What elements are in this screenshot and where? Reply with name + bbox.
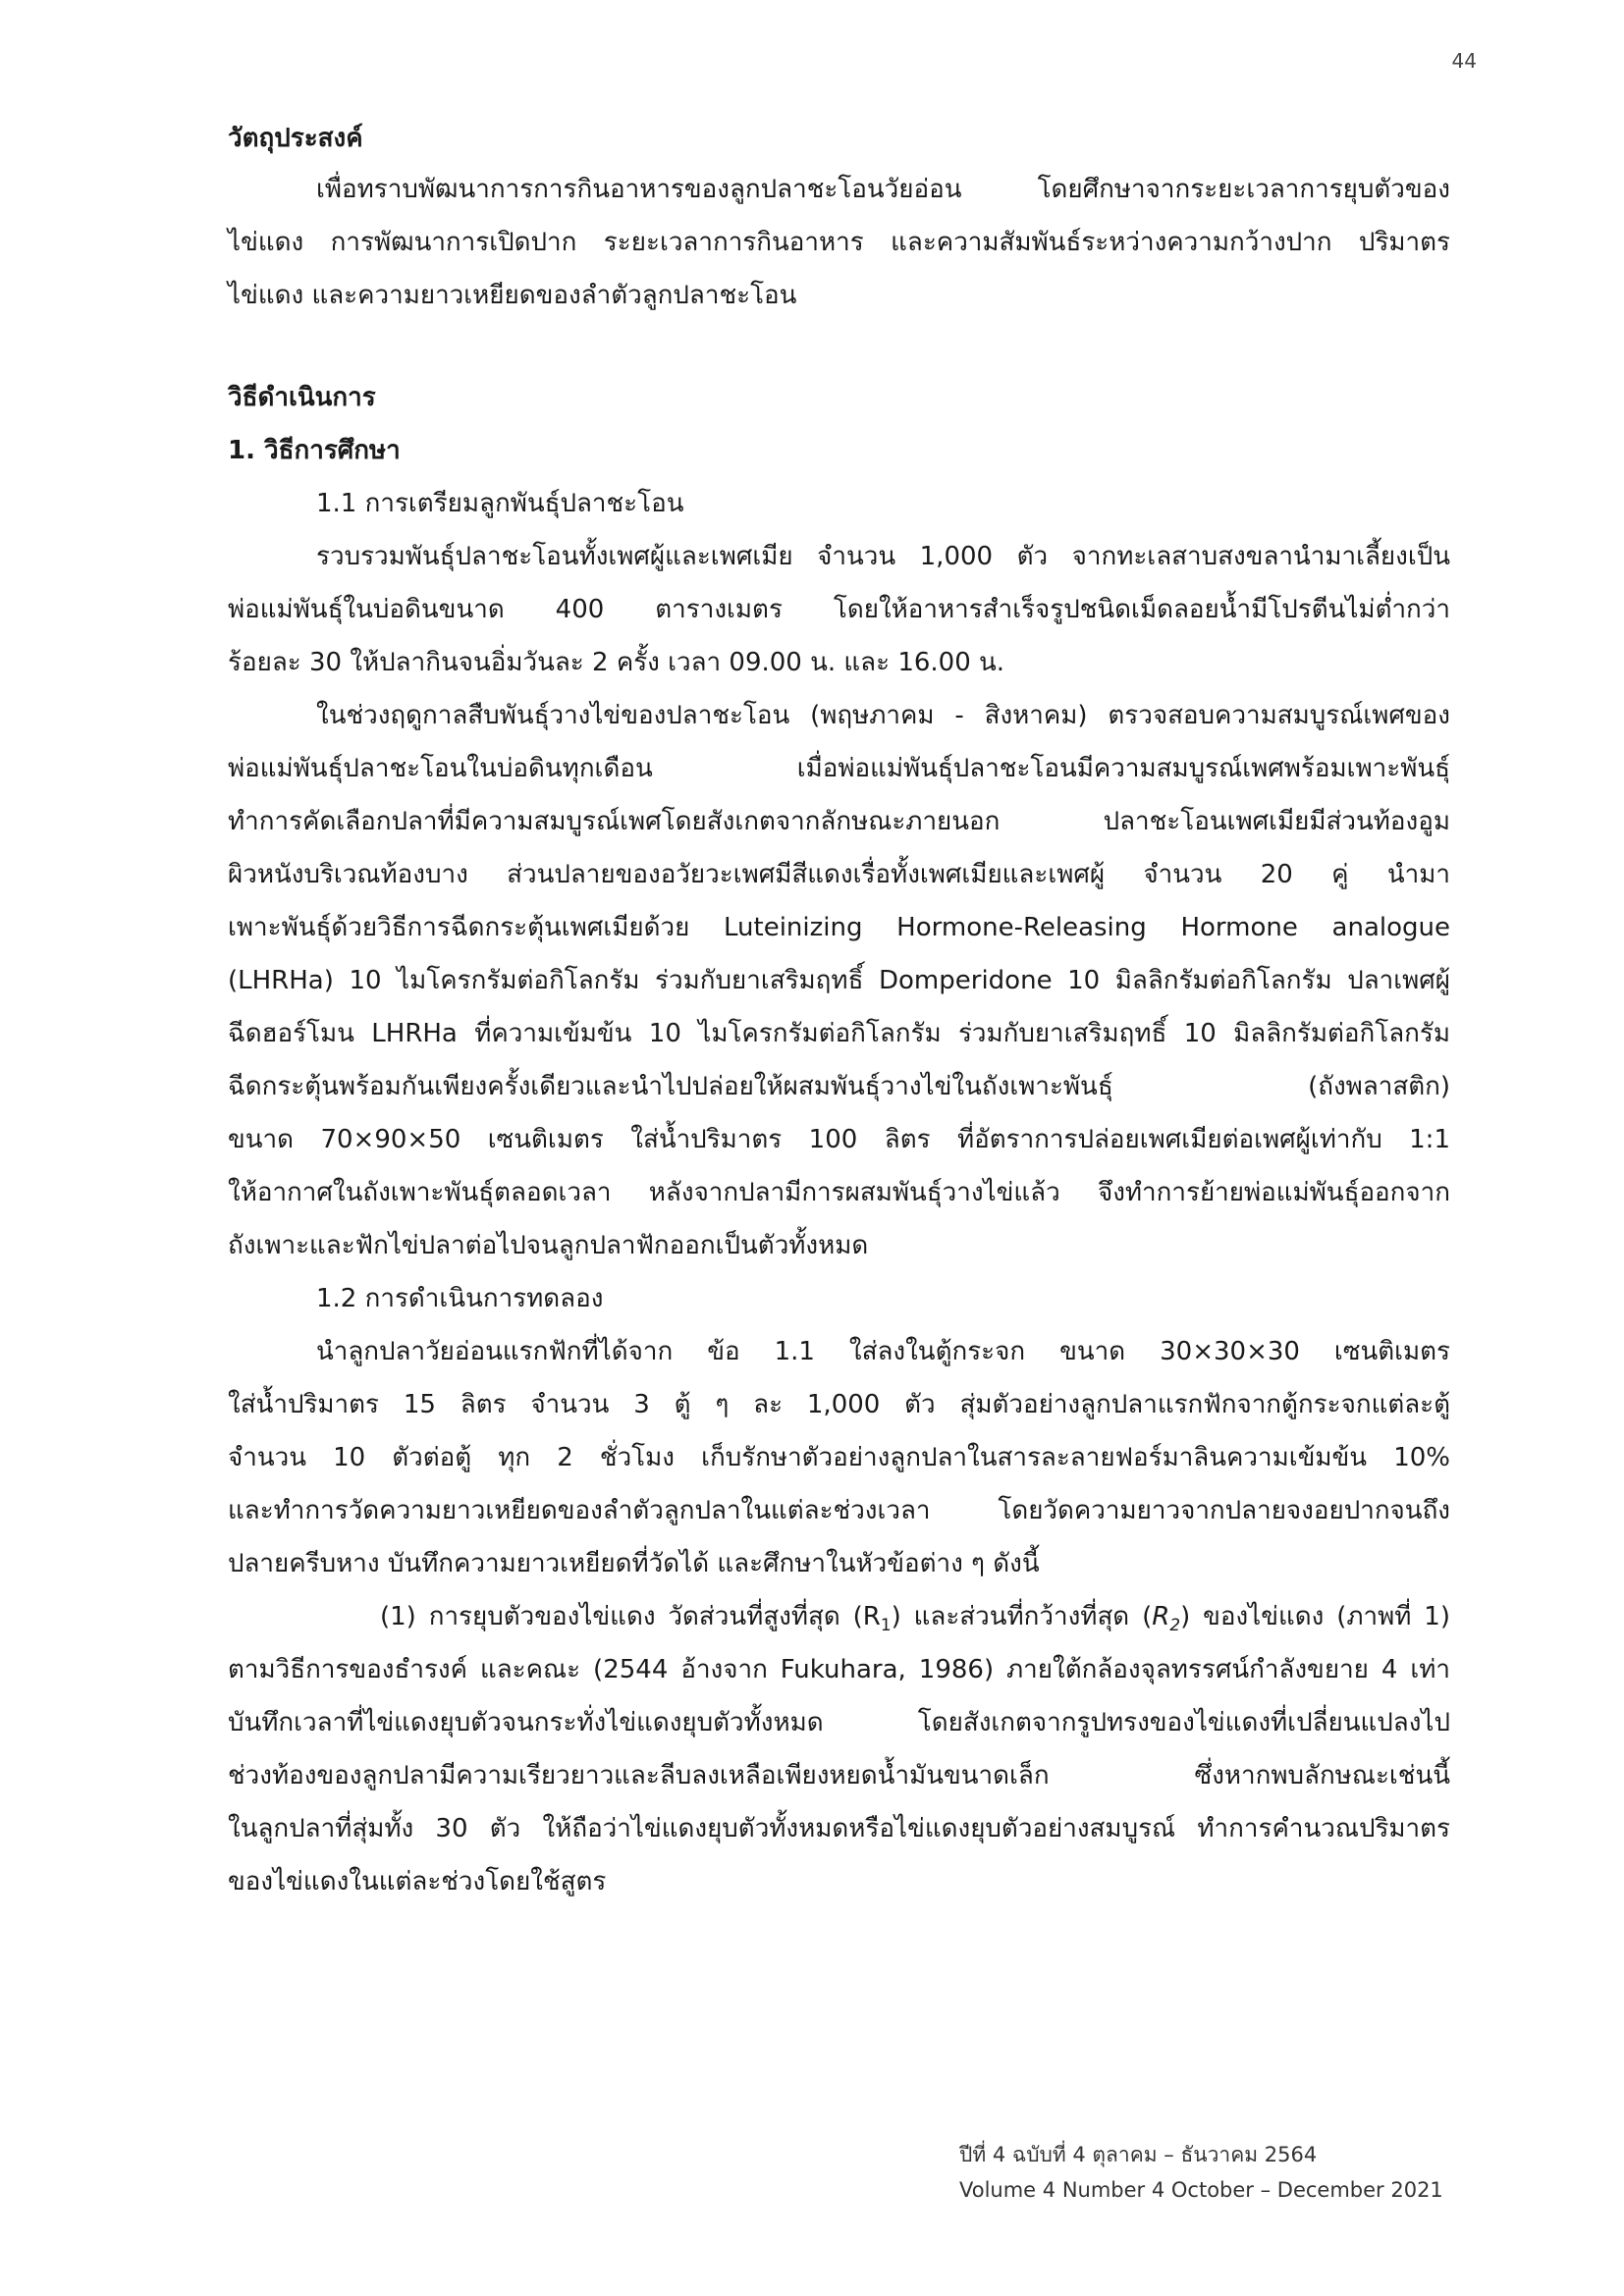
section-title-1-2: 1.2 การดำเนินการทดลอง [316,1284,604,1313]
item-1-first-line [228,1604,1450,1633]
paragraph-line: ผิวหนังบริเวณท้องบาง ส่วนปลายของอวัยวะเพศมีสีแดงเรื่อทั้งเพศเมียและเพศผู้ จำนวน 20 คู่ นำมา [228,860,1450,889]
paragraph-line: ถังเพาะและฟักไข่ปลาต่อไปจนลูกปลาฟักออกเป็นตัวทั้งหมด [228,1231,869,1260]
subscript-1: 1 [880,1615,892,1635]
paragraph-line: นำลูกปลาวัยอ่อนแรกฟักที่ได้จาก ข้อ 1.1 ใส่ลงในตู้กระจก ขนาด 30×30×30 เซนติเมตร [316,1337,1450,1366]
paragraph-line: ปลายครีบหาง บันทึกความยาวเหยียดที่วัดได้ และศึกษาในหัวข้อต่าง ๆ ดังนี้ [228,1549,1040,1578]
paragraph-line: จำนวน 10 ตัวต่อตู้ ทุก 2 ชั่วโมง เก็บรักษาตัวอย่างลูกปลาในสารละลายฟอร์มาลินความเข้มข้น 10% [228,1443,1450,1472]
paragraph-line: รวบรวมพันธุ์ปลาชะโอนทั้งเพศผู้และเพศเมีย จำนวน 1,000 ตัว จากทะเลสาบสงขลานำมาเลี้ยงเป็น [316,542,1450,571]
subscript-2: 2 [1169,1615,1181,1635]
methods-subheading: 1. วิธีการศึกษา [228,436,401,465]
paragraph-line: ในลูกปลาที่สุ่มทั้ง 30 ตัว ให้ถือว่าไข่แดงยุบตัวทั้งหมดหรือไข่แดงยุบตัวอย่างสมบูรณ์ ทำการคำนวณปริมาตร [228,1814,1450,1843]
footer-issue-english: Volume 4 Number 4 October – December 2021 [959,2178,1443,2202]
paragraph-line: ตามวิธีการของธำรงค์ และคณะ (2544 อ้างจาก Fukuhara, 1986) ภายใต้กล้องจุลทรรศน์กำลังขยาย 4 เท่า [228,1655,1450,1684]
paragraph-line: ฉีดฮอร์โมน LHRHa ที่ความเข้มข้น 10 ไมโครกรัมต่อกิโลกรัม ร่วมกับยาเสริมฤทธิ์ 10 มิลลิกรัมต่อกิโลกรัม [228,1019,1450,1048]
objective-line: เพื่อทราบพัฒนาการการกินอาหารของลูกปลาชะโอนวัยอ่อน โดยศึกษาจากระยะเวลาการยุบตัวของ [316,175,1450,204]
paragraph-line: พ่อแม่พันธุ์ปลาชะโอนในบ่อดินทุกเดือน เมื่อพ่อแม่พันธุ์ปลาชะโอนมีความสมบูรณ์เพศพร้อมเพาะพันธุ์ [228,754,1450,783]
paragraph-line: ร้อยละ 30 ให้ปลากินจนอิ่มวันละ 2 ครั้ง เวลา 09.00 น. และ 16.00 น. [228,648,1005,677]
paragraph-line: เพาะพันธุ์ด้วยวิธีการฉีดกระตุ้นเพศเมียด้วย Luteinizing Hormone-Releasing Hormone analogue [228,913,1450,942]
objective-line: ไข่แดง และความยาวเหยียดของลำตัวลูกปลาชะโอน [228,281,797,310]
item-1-text-a: (1) การยุบตัวของไข่แดง วัดส่วนที่สูงที่สุด (R [380,1602,881,1631]
symbol-r2: $R_2$ [1152,1602,1181,1635]
paragraph-line: บันทึกเวลาที่ไข่แดงยุบตัวจนกระทั่งไข่แดงยุบตัวทั้งหมด โดยสังเกตจากรูปทรงของไข่แดงที่เปลี่ยนแปลงไป [228,1708,1450,1737]
section-title-1-1: 1.1 การเตรียมลูกพันธุ์ปลาชะโอน [316,489,684,518]
paragraph-line: และทำการวัดความยาวเหยียดของลำตัวลูกปลาในแต่ละช่วงเวลา โดยวัดความยาวจากปลายจงอยปากจนถึง [228,1496,1450,1525]
footer-issue-thai: ปีที่ 4 ฉบับที่ 4 ตุลาคม – ธันวาคม 2564 [959,2143,1318,2166]
paragraph-line: ในช่วงฤดูกาลสืบพันธุ์วางไข่ของปลาชะโอน (พฤษภาคม - สิงหาคม) ตรวจสอบความสมบูรณ์เพศของ [316,701,1450,730]
paragraph-line: ช่วงท้องของลูกปลามีความเรียวยาวและลีบลงเหลือเพียงหยดน้ำมันขนาดเล็ก ซึ่งหากพบลักษณะเช่นนี้ [228,1761,1450,1790]
paragraph-line: ทำการคัดเลือกปลาที่มีความสมบูรณ์เพศโดยสังเกตจากลักษณะภายนอก ปลาชะโอนเพศเมียมีส่วนท้องอูม [228,807,1450,836]
item-1-text-c: ) ของไข่แดง (ภาพที่ 1) [1180,1602,1450,1631]
paragraph-line: (LHRHa) 10 ไมโครกรัมต่อกิโลกรัม ร่วมกับยาเสริมฤทธิ์ Domperidone 10 มิลลิกรัมต่อกิโลกรัม ปลาเพศผู้ [228,966,1450,995]
paragraph-line: ขนาด 70×90×50 เซนติเมตร ใส่น้ำปริมาตร 100 ลิตร ที่อัตราการปล่อยเพศเมียต่อเพศผู้เท่ากับ 1:1 [228,1125,1450,1154]
methods-heading: วิธีดำเนินการ [228,383,376,412]
page-number: 44 [1451,49,1477,73]
objective-heading: วัตถุประสงค์ [228,124,363,153]
paragraph-line: ใส่น้ำปริมาตร 15 ลิตร จำนวน 3 ตู้ ๆ ละ 1,000 ตัว สุ่มตัวอย่างลูกปลาแรกฟักจากตู้กระจกแต่ละตู้ [228,1390,1450,1419]
paragraph-line: ให้อากาศในถังเพาะพันธุ์ตลอดเวลา หลังจากปลามีการผสมพันธุ์วางไข่แล้ว จึงทำการย้ายพ่อแม่พันธุ์ออกจาก [228,1178,1450,1207]
paragraph-line: ฉีดกระตุ้นพร้อมกันเพียงครั้งเดียวและนำไปปล่อยให้ผสมพันธุ์วางไข่ในถังเพาะพันธุ์ (ถังพลาสติก) [228,1072,1450,1101]
objective-line: ไข่แดง การพัฒนาการเปิดปาก ระยะเวลาการกินอาหาร และความสัมพันธ์ระหว่างความกว้างปาก ปริมาตร [228,228,1450,257]
item-1-text-b: ) และส่วนที่กว้างที่สุด ( [891,1602,1153,1631]
paragraph-line: ของไข่แดงในแต่ละช่วงโดยใช้สูตร [228,1867,607,1896]
paragraph-line: พ่อแม่พันธุ์ในบ่อดินขนาด 400 ตารางเมตร โดยให้อาหารสำเร็จรูปชนิดเม็ดลอยน้ำมีโปรตีนไม่ต่ำกว่า [228,595,1450,624]
